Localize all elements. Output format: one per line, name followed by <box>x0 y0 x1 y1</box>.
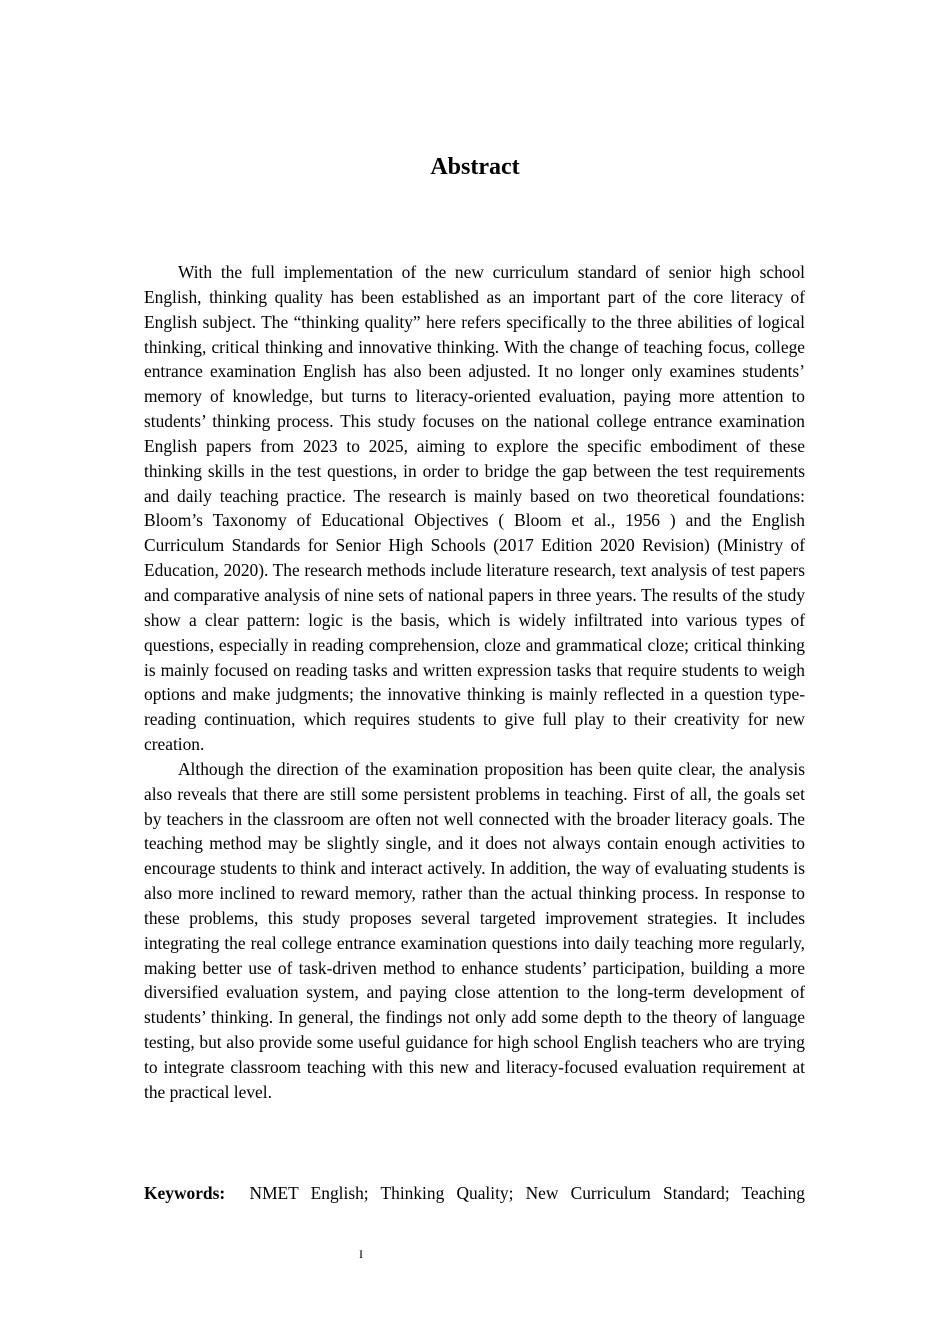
page-title: Abstract <box>430 154 520 180</box>
keywords-line <box>144 1181 805 1206</box>
keywords-label: Keywords: <box>144 1183 226 1203</box>
abstract-paragraph-2: Although the direction of the examination proposition has been quite clear, the analysis also reveals that there are still some persistent problems in teaching. First of all, the goals set by teachers in the classroom are often not well connected with the broader literacy goals. The teaching method may be slightly single, and it does not always contain enough activities to encourage students to think and interact actively. In addition, the way of evaluating students is also more inclined to reward memory, rather than the actual thinking process. In response to these problems, this study proposes several targeted improvement strategies. It includes integrating the real college entrance examination questions into daily teaching more regularly, making better use of task-driven method to enhance students’ participation, building a more diversified evaluation system, and paying close attention to the long-term development of students’ thinking. In general, the findings not only add some depth to the theory of language testing, but also provide some useful guidance for high school English teachers who are trying to integrate classroom teaching with this new and literacy-focused evaluation requirement at the practical level. <box>144 758 805 1102</box>
page-number: I <box>359 1247 363 1261</box>
keywords-text: NMET English; Thinking Quality; New Curriculum Standard; Teaching <box>249 1183 805 1203</box>
abstract-paragraph-1: With the full implementation of the new curriculum standard of senior high school English, thinking quality has been established as an important part of the core literacy of English subject. The “thinking quality” here refers specifically to the three abilities of logical thinking, critical thinking and innovative thinking. With the change of teaching focus, college entrance examination English has also been adjusted. It no longer only examines students’ memory of knowledge, but turns to literacy-oriented evaluation, paying more attention to students’ thinking process. This study focuses on the national college entrance examination English papers from 2023 to 2025, aiming to explore the specific embodiment of these thinking skills in the test questions, in order to bridge the gap between the test requirements and daily teaching practice. The research is mainly based on two theoretical foundations: Bloom’s Taxonomy of Educational Objectives ( Bloom et al., 1956 ) and the English Curriculum Standards for Senior High Schools (2017 Edition 2020 Revision) (Ministry of Education, 2020). The research methods include literature research, text analysis of test papers and comparative analysis of nine sets of national papers in three years. The results of the study show a clear pattern: logic is the basis, which is widely infiltrated into various types of questions, especially in reading comprehension, cloze and grammatical cloze; critical thinking is mainly focused on reading tasks and written expression tasks that require students to weigh options and make judgments; the innovative thinking is mainly reflected in a question type-reading continuation, which requires students to give full play to their creativity for new creation. <box>144 262 805 755</box>
abstract-body <box>144 260 805 1105</box>
